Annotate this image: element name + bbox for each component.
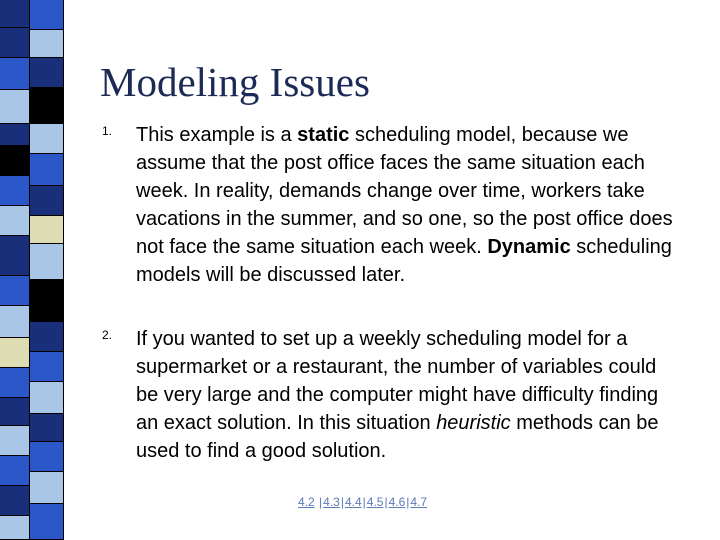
link-4-3[interactable]: 4.3 [323,495,340,509]
stripe-block [30,244,64,280]
stripe-block [30,504,64,540]
text-run: scheduling models will be discussed later. [136,236,672,286]
stripe-block [30,30,64,58]
text-run: This example is a [136,124,298,146]
stripe-block [0,206,30,236]
stripe-block [0,90,30,124]
stripe-block [0,456,30,486]
stripe-block [30,154,64,186]
text-run: scheduling model, because we assume that the post office faces the same situation each week. In reality, demands change over time, workers take vacations in the summer, and so one, so the post office does not face the same situation each week. [136,124,673,258]
stripe-block [30,124,64,154]
stripe-block [0,368,30,398]
stripe-block [30,472,64,504]
stripe-block [30,414,64,442]
link-4-2[interactable]: 4.2 [298,495,315,509]
stripe-block [0,146,30,176]
link-separator: | [384,495,388,509]
slide-title: Modeling Issues [100,59,370,105]
stripe-block [0,276,30,306]
stripe-block [30,322,64,352]
link-4-6[interactable]: 4.6 [388,495,406,509]
stripe-block [30,0,64,30]
link-separator: | [406,495,410,509]
list-number: 1. [102,124,113,138]
link-separator: | [340,495,344,509]
stripe-block [30,280,64,322]
stripe-block [0,486,30,516]
stripe-block [0,236,30,276]
stripe-block [30,186,64,216]
link-separator: | [362,495,366,509]
stripe-block [0,124,30,146]
stripe-block [0,176,30,206]
bold-term-static: static [297,124,350,146]
stripe-block [30,216,64,244]
list-number: 2. [102,328,113,342]
stripe-block [0,58,30,90]
link-separator: | [319,495,323,509]
stripe-block [0,338,30,368]
stripe-block [0,28,30,58]
list-item-text [136,325,676,465]
text-run: If you wanted to set up a weekly scheduling model for a supermarket or a restaurant, the number of variables could be very large and the computer might have difficulty finding an exact solution. In this situation [136,328,659,434]
link-4-7[interactable]: 4.7 [410,495,428,509]
bold-term-dynamic: Dynamic [487,236,571,258]
decorative-stripe [0,0,64,540]
text-run: methods can be used to find a good solution. [136,412,659,462]
link-4-5[interactable]: 4.5 [366,495,384,509]
stripe-block [30,58,64,88]
section-links [298,495,427,509]
stripe-block [30,442,64,472]
stripe-block [30,352,64,382]
stripe-block [30,382,64,414]
italic-term-heuristic: heuristic [436,412,511,434]
stripe-block [0,426,30,456]
stripe-block [0,516,30,540]
list-item-text [136,121,676,289]
stripe-block [0,0,30,28]
stripe-block [0,306,30,338]
link-4-4[interactable]: 4.4 [344,495,362,509]
stripe-block [0,398,30,426]
stripe-block [30,88,64,124]
